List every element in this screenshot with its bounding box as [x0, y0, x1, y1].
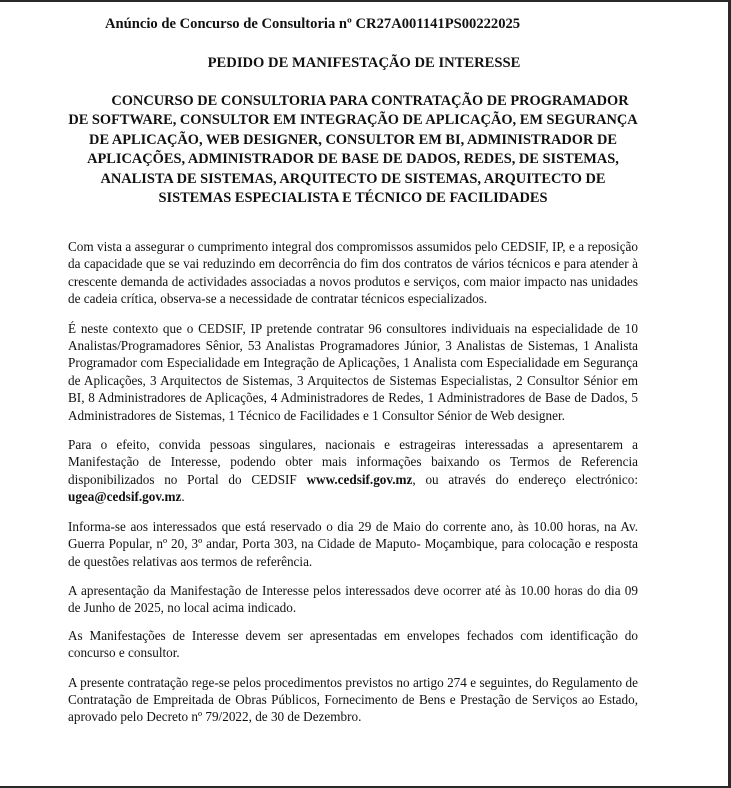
- document-title: CONCURSO DE CONSULTORIA PARA CONTRATAÇÃO DE PROGRAMADOR DE SOFTWARE, CONSULTOR EM INTEGRAÇÃO DE APLICAÇÃO, EM SEGURANÇA DE APLICAÇÃO, WEB DESIGNER, CONSULTOR EM BI, ADMINISTRADOR DE APLICAÇÕES, ADMINISTRADOR DE BASE DE DADOS, REDES, DE SISTEMAS, ANALISTA DE SISTEMAS, ARQUITECTO DE SISTEMAS, ARQUITECTO DE SISTEMAS ESPECIALISTA E TÉCNICO DE FACILIDADES: [68, 93, 638, 207]
- website-link[interactable]: www.cedsif.gov.mz: [306, 471, 413, 487]
- invitation-text-end: .: [181, 489, 185, 505]
- paragraph-regulation: A presente contratação rege-se pelos procedimentos previstos no artigo 274 e seguintes, do Regulamento de Contratação de Empreitada de Obras Públicos, Fornecimento de Bens e Prestação de Serviços ao Estado, aprovado pelo Decreto nº 79/2022, de 30 de Dezembro.: [68, 674, 638, 725]
- paragraph-consultants: É neste contexto que o CEDSIF, IP pretende contratar 96 consultores individuais na especialidade de 10 Analistas/Programadores Sênior, 53 Analistas Programadores Júnior, 3 Analistas de Sistemas, 1 Analista Programador com Especialidade em Integração de Aplicações, 1 Analista com Especialidade em Segurança de Aplicações, 3 Arquitectos de Sistemas, 3 Arquitectos de Sistemas Especialistas, 2 Consultor Sénior em BI, 8 Administradores de Aplicações, 4 Administradores de Redes, 1 Administradores de Base de Dados, 5 Administradores de Sistemas, 1 Técnico de Facilidades e 1 Consultor Sénior de Web designer.: [68, 320, 638, 423]
- paragraph-envelopes: As Manifestações de Interesse devem ser apresentadas em envelopes fechados com identificação do concurso e consultor.: [68, 627, 638, 661]
- email-link[interactable]: ugea@cedsif.gov.mz: [68, 489, 182, 505]
- paragraph-context: Com vista a assegurar o cumprimento integral dos compromissos assumidos pelo CEDSIF, IP, e a reposição da capacidade que se vai reduzindo em decorrência do fim dos contratos de vários técnicos e para atender à crescente demanda de actividades associadas a novos produtos e serviços, com maior impacto nas unidades de cadeia crítica, observa-se a necessidade de contratar técnicos especializados.: [68, 239, 638, 307]
- invitation-text-middle: , ou através do endereço electrónico:: [412, 471, 638, 487]
- paragraph-questions-session: Informa-se aos interessados que está reservado o dia 29 de Maio do corrente ano, às 10.00 horas, na Av. Guerra Popular, nº 20, 3º andar, Porta 303, na Cidade de Maputo- Moçambique, para colocação e resposta de questões relativas aos termos de referência.: [68, 518, 638, 569]
- request-heading: PEDIDO DE MANIFESTAÇÃO DE INTERESSE: [207, 55, 521, 71]
- announcement-number: Anúncio de Concurso de Consultoria nº CR27A001141PS00222025: [105, 16, 521, 32]
- paragraph-submission-deadline: A apresentação da Manifestação de Interesse pelos interessados deve ocorrer até às 10.00 horas do dia 09 de Junho de 2025, no local acima indicado.: [68, 582, 638, 616]
- paragraph-invitation: [68, 436, 638, 506]
- document-body: [68, 238, 638, 738]
- invitation-text: Para o efeito, convida pessoas singulares, nacionais e estrageiras interessadas a apresentarem a Manifestação de Interesse, podendo obter mais informações baixando os Termos de Referencia disponibilizados no Portal do CEDSIF: [68, 437, 638, 487]
